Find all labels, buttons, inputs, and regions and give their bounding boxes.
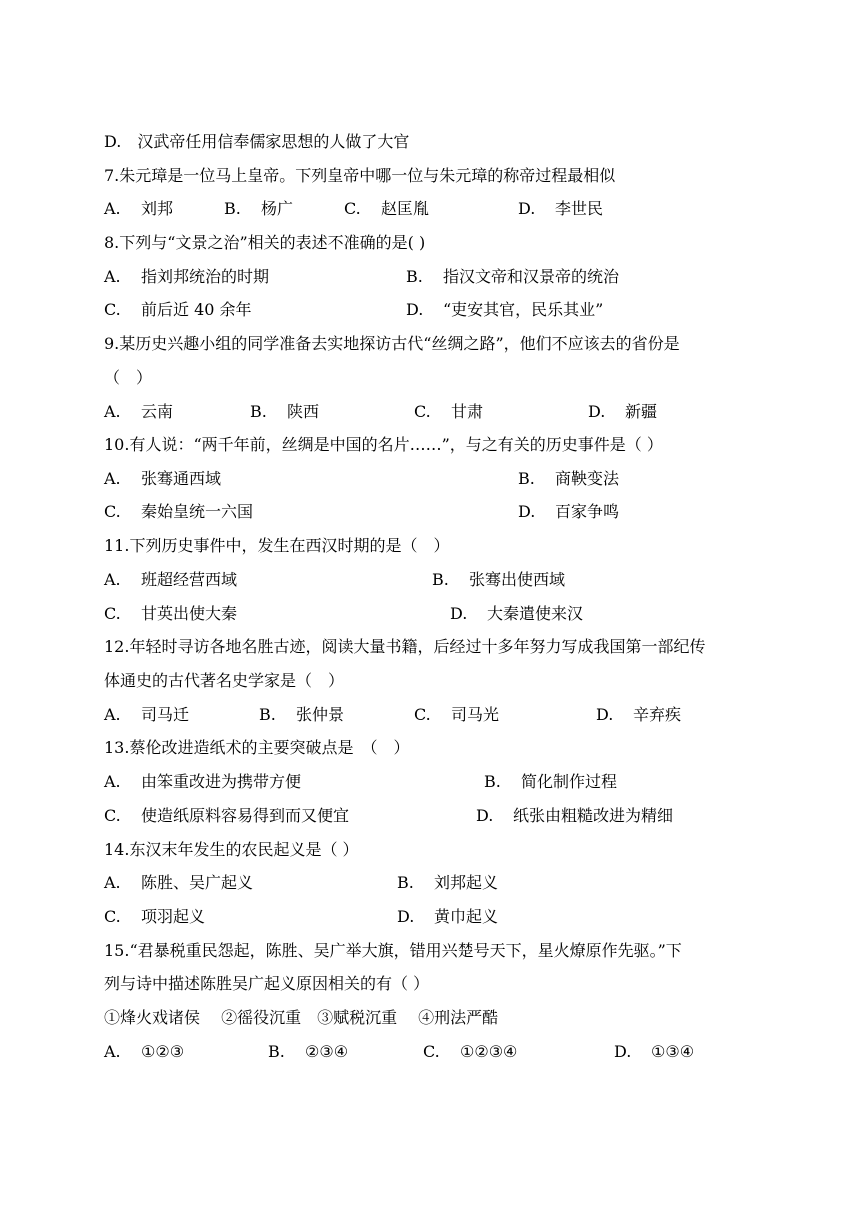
option-label: C. <box>104 300 121 319</box>
option-text: 张骞通西域 <box>141 469 222 488</box>
option-label: A. <box>104 705 121 724</box>
q10-option-a <box>104 468 221 490</box>
option-label: C. <box>104 806 121 825</box>
option-label: A. <box>104 873 121 892</box>
option-text: 杨广 <box>261 199 294 218</box>
option-label: B. <box>268 1042 285 1061</box>
option-label: C. <box>414 402 431 421</box>
option-text: 刘邦起义 <box>434 873 499 892</box>
option-label: B. <box>518 469 535 488</box>
option-text: 赵匡胤 <box>381 199 430 218</box>
q12-option-c <box>414 704 499 726</box>
option-text: 百家争鸣 <box>555 502 620 521</box>
option-label: D. <box>397 907 415 926</box>
option-text: 商鞅变法 <box>555 469 620 488</box>
option-text: 纸张由粗糙改进为精细 <box>513 806 674 825</box>
option-label: B. <box>224 199 241 218</box>
q12-option-a <box>104 704 189 726</box>
option-label: C. <box>344 199 361 218</box>
option-text: 班超经营西域 <box>141 570 238 589</box>
q13-option-b <box>484 771 617 793</box>
q13-option-c <box>104 805 349 827</box>
option-label: B. <box>397 873 414 892</box>
question-15-cont: 列与诗中描述陈胜吴广起义原因相关的有（ ） <box>104 974 430 993</box>
q10-option-b <box>518 468 619 490</box>
option-label: A. <box>104 469 121 488</box>
q14-option-a <box>104 872 253 894</box>
q7-option-a <box>104 198 173 220</box>
option-label: A. <box>104 772 121 791</box>
question-10: 10.有人说：“两千年前，丝绸是中国的名片……”，与之有关的历史事件是（ ） <box>104 435 663 454</box>
q6-option-d: D. 汉武帝任用信奉儒家思想的人做了大官 <box>104 132 410 151</box>
option-text: 陈胜、吴广起义 <box>141 873 254 892</box>
q8-option-b <box>406 266 619 288</box>
option-text: 黄巾起义 <box>434 907 499 926</box>
option-label: D. <box>588 402 606 421</box>
q14-option-c <box>104 906 205 928</box>
option-text: 使造纸原料容易得到而又便宜 <box>141 806 350 825</box>
option-text: 简化制作过程 <box>521 772 618 791</box>
option-label: A. <box>104 1042 121 1061</box>
option-label: B. <box>250 402 267 421</box>
question-8: 8.下列与“文景之治”相关的表述不准确的是( ) <box>104 233 426 252</box>
option-label: B. <box>484 772 501 791</box>
q15-option-d <box>614 1041 694 1063</box>
option-label: A. <box>104 199 121 218</box>
question-14: 14.东汉末年发生的农民起义是（ ） <box>104 840 359 859</box>
option-label: B. <box>406 267 423 286</box>
option-text: ②③④ <box>305 1042 349 1061</box>
option-label: D. <box>518 502 536 521</box>
question-11: 11.下列历史事件中，发生在西汉时期的是（ ） <box>104 536 450 555</box>
option-text: 李世民 <box>555 199 604 218</box>
q8-option-d <box>406 299 603 321</box>
option-text: 指刘邦统治的时期 <box>141 267 270 286</box>
q15-option-c <box>423 1041 517 1063</box>
q10-option-d <box>518 501 619 523</box>
q15-option-b <box>268 1041 348 1063</box>
option-text: 前后近 40 余年 <box>141 300 252 319</box>
option-text: 由笨重改进为携带方便 <box>141 772 302 791</box>
question-7: 7.朱元璋是一位马上皇帝。下列皇帝中哪一位与朱元璋的称帝过程最相似 <box>104 166 616 185</box>
question-13: 13.蔡伦改进造纸术的主要突破点是 （ ） <box>104 738 410 757</box>
option-label: A. <box>104 267 121 286</box>
q9-option-a <box>104 401 173 423</box>
q8-option-a <box>104 266 269 288</box>
option-label: D. <box>518 199 536 218</box>
option-label: D. <box>596 705 614 724</box>
option-label: C. <box>104 604 121 623</box>
option-label: D. <box>406 300 424 319</box>
option-label: A. <box>104 402 121 421</box>
q11-option-c <box>104 603 237 625</box>
option-label: A. <box>104 570 121 589</box>
q12-option-b <box>259 704 344 726</box>
q7-option-d <box>518 198 603 220</box>
option-label: D. <box>614 1042 632 1061</box>
q7-option-c <box>344 198 429 220</box>
option-text: 秦始皇统一六国 <box>141 502 254 521</box>
option-text: “吏安其官，民乐其业” <box>443 300 604 319</box>
option-text: 司马光 <box>451 705 500 724</box>
option-text: 刘邦 <box>141 199 174 218</box>
question-9-cont: （ ） <box>104 368 153 387</box>
option-label: C. <box>414 705 431 724</box>
q13-option-d <box>476 805 673 827</box>
option-text: 司马迁 <box>141 705 190 724</box>
q14-option-d <box>397 906 498 928</box>
option-label: C. <box>104 907 121 926</box>
q7-option-b <box>224 198 293 220</box>
q9-option-d <box>588 401 657 423</box>
q11-option-b <box>432 569 565 591</box>
q8-option-c <box>104 299 252 321</box>
option-text: ①②③ <box>141 1042 185 1061</box>
q13-option-a <box>104 771 301 793</box>
q9-option-b <box>250 401 319 423</box>
option-label: C. <box>423 1042 440 1061</box>
q11-option-a <box>104 569 237 591</box>
option-label: D. <box>450 604 468 623</box>
question-12: 12.年轻时寻访各地名胜古迹，阅读大量书籍，后经过十多年努力写成我国第一部纪传 <box>104 637 706 656</box>
q15-option-a <box>104 1041 184 1063</box>
option-label: B. <box>259 705 276 724</box>
option-text: 陕西 <box>287 402 320 421</box>
q12-option-d <box>596 704 681 726</box>
q10-option-c <box>104 501 253 523</box>
question-15: 15.“君暴税重民怨起，陈胜、吴广举大旗，错用兴楚号天下，星火燎原作先驱。”下 <box>104 941 682 960</box>
option-text: 大秦遣使来汉 <box>487 604 584 623</box>
option-text: 张仲景 <box>296 705 345 724</box>
q14-option-b <box>397 872 498 894</box>
option-label: D. <box>476 806 494 825</box>
option-text: 甘肃 <box>451 402 484 421</box>
q9-option-c <box>414 401 483 423</box>
option-text: 张骞出使西域 <box>469 570 566 589</box>
option-text: ①③④ <box>651 1042 695 1061</box>
option-text: 项羽起义 <box>141 907 206 926</box>
option-text: 辛弃疾 <box>633 705 682 724</box>
option-text: 新疆 <box>625 402 658 421</box>
option-label: C. <box>104 502 121 521</box>
option-text: ①②③④ <box>460 1042 518 1061</box>
question-15-items: ①烽火戏诸侯 ②徭役沉重 ③赋税沉重 ④刑法严酷 <box>104 1008 499 1027</box>
question-9: 9.某历史兴趣小组的同学准备去实地探访古代“丝绸之路”，他们不应该去的省份是 <box>104 334 680 353</box>
option-text: 云南 <box>141 402 174 421</box>
option-text: 指汉文帝和汉景帝的统治 <box>443 267 620 286</box>
option-label: B. <box>432 570 449 589</box>
question-12-cont: 体通史的古代著名史学家是（ ） <box>104 671 345 690</box>
option-text: 甘英出使大秦 <box>141 604 238 623</box>
q11-option-d <box>450 603 583 625</box>
